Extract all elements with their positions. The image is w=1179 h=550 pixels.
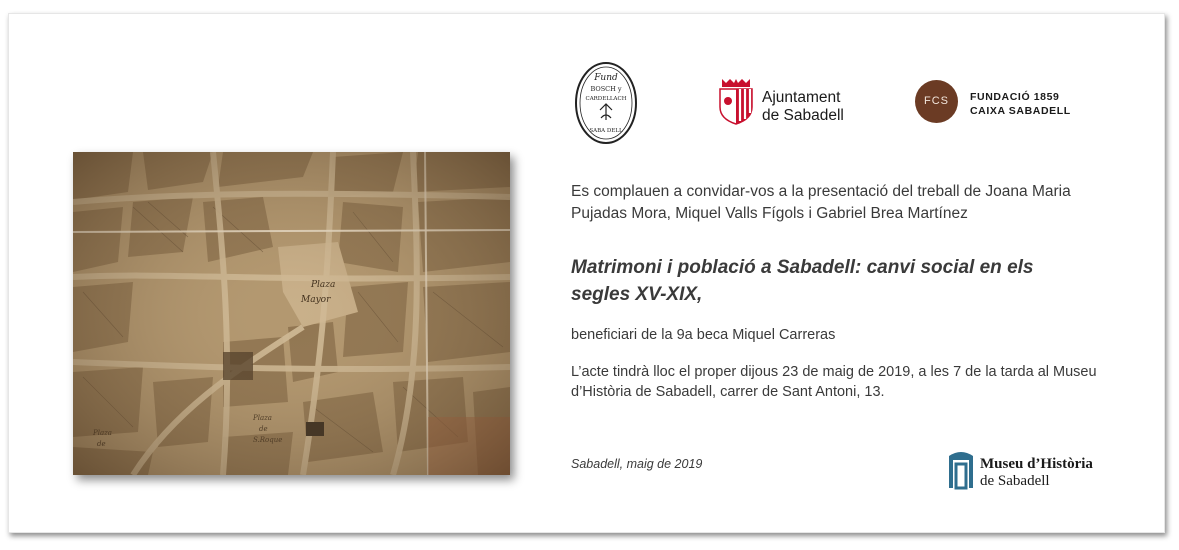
event-details: L’acte tindrà lloc el proper dijous 23 de maig de 2019, a les 7 de la tarda al Museu d’Història de Sabadell, carrer de Sant Antoni, 13. [571, 364, 1097, 400]
fcs-logo-text [970, 90, 1071, 118]
historic-map-image [73, 152, 510, 475]
museu-logo-text [980, 456, 1093, 490]
museu-logo-line2: de Sabadell [980, 473, 1050, 489]
fundacio-1859-logo [915, 80, 1085, 124]
museu-building-icon [947, 450, 975, 490]
presentation-title: Matrimoni i població a Sabadell: canvi social en els segles XV-XIX, [571, 257, 1034, 305]
ajuntament-logo-line1: Ajuntament [762, 89, 841, 106]
ajuntament-logo-line2: de Sabadell [762, 107, 844, 124]
fund-logo-line2: BOSCH y [590, 85, 622, 93]
ajuntament-logo-text [762, 89, 844, 125]
invitation-intro: Es complauen a convidar-vos a la presentació del treball de Joana Maria Pujadas Mora, Miquel Valls Fígols i Gabriel Brea Martínez [571, 183, 1071, 222]
fund-logo-line3: CARDELLACH [585, 96, 627, 102]
fcs-badge: FCS [915, 80, 958, 123]
fcs-logo-line1: FUNDACIÓ 1859 [970, 91, 1060, 103]
museu-logo-line1: Museu d’Història [980, 456, 1093, 472]
beneficiary-text: beneficiari de la 9a beca Miquel Carreras [571, 327, 836, 343]
museu-historia-sabadell-logo [947, 448, 1127, 492]
fund-logo-line4: SABA DELL [589, 128, 623, 134]
fundacio-bosch-cardellach-logo [573, 60, 639, 146]
fcs-logo-line2: CAIXA SABADELL [970, 105, 1071, 117]
ajuntament-sabadell-logo [718, 77, 858, 127]
ajuntament-shield-icon [718, 77, 754, 125]
fund-logo-line1: Fund [594, 73, 618, 83]
place-date: Sabadell, maig de 2019 [571, 457, 703, 471]
